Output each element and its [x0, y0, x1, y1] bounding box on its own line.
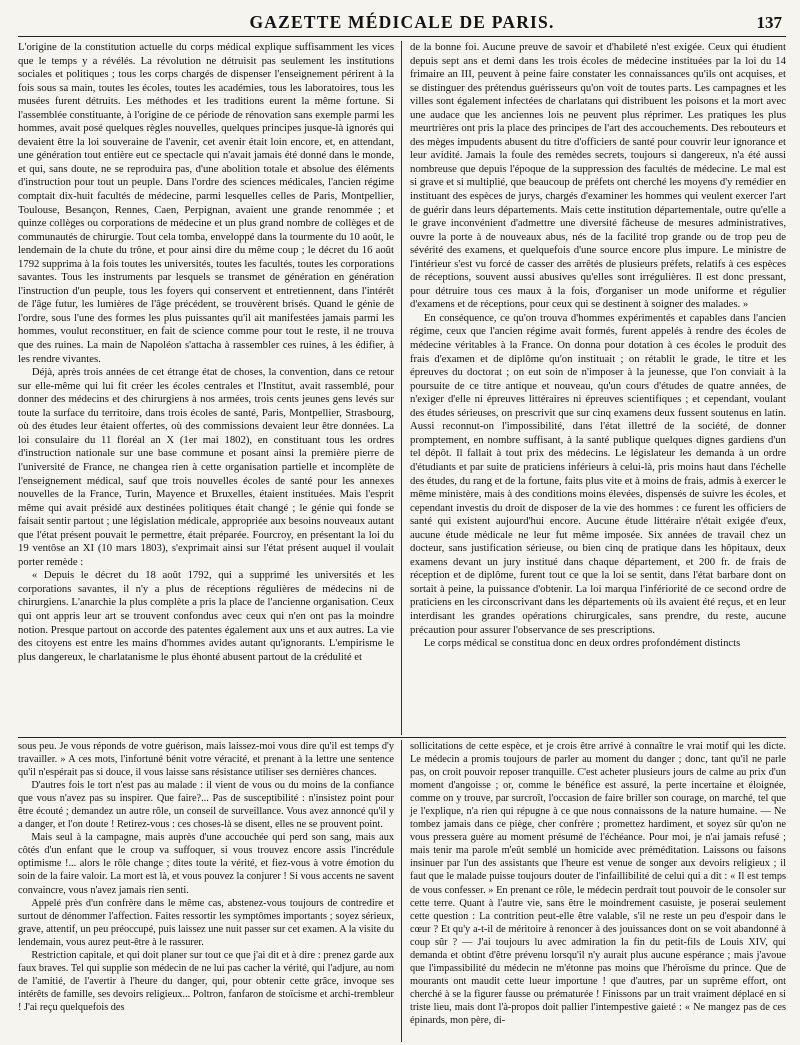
- paragraph: En conséquence, ce qu'on trouva d'hommes expérimentés et capables dans l'ancien régime, ceux que l'ancien régime avait formés, furent appelés à rendre des écoles de médecine véritables à la France. On donna pour dotation à ces écoles le produit des frais d'examen et de diplôme qu'on instituait ; on rétablit le grade, le titre et les épreuves du doctorat ; on eut soin de n'imposer à la jeunesse, que l'on conviait à la poursuite de ce titre antique et nouveau, qu'un cours d'études de quatre années, de n'exiger d'elle ni épreuves littéraires ni épreuves scientifiques ; et cependant, voulant des études sérieuses, on prescrivit que sur cinq examens deux fussent soutenus en latin. Aussi reconnut-on l'impossibilité, dans l'état illettré de la société, de donner promptement, en nombre suffisant, à la santé publique quelques dignes gardiens d'un tel dépôt. Il fallait à tout prix des médecins. Le législateur les demanda à un ordre d'étudiants et par suite de praticiens inférieurs à celui-là, pris moins haut dans l'échelle des études, du rang et de la fortune, faits plus vite et à moins de frais, admis à exercer le même ministère, mais à des conditions moins élevées, dispensés de suivre les écoles, et cependant investis du droit de disposer de la vie des hommes : ce furent les officiers de santé qui existent aujourd'hui encore. Aucune étude littéraire n'était exigée d'eux, aucune étude médicale ne leur fut même imposée. Six années de travail chez un docteur, sans justification sérieuse, ou bien cinq de pratique dans les hôpitaux, deux examens devant un jury institué dans chaque département, et 200 fr. de frais de réception et de diplôme, furent tout ce que la loi se sentit, dans l'état barbare dont on sortait à peine, la puissance d'obtenir. La loi marqua l'infériorité de ce second ordre de praticiens en les circonscrivant dans les départements où ils avaient été reçus, et en leur interdisant les grandes opérations chirurgicales, sans prendre, du reste, aucune précaution pour assurer l'observance de ses prescriptions.: [410, 311, 786, 636]
- feuilleton-right-column: [402, 740, 786, 1042]
- feuilleton-divider: [18, 737, 786, 738]
- paragraph: de la bonne foi. Aucune preuve de savoir et d'habileté n'est exigée. Ceux qui étudient depuis sept ans et demi dans les trois écoles de médecine instituées par la loi du 14 frimaire an III, peuvent à peine faire constater les connaissances qu'ils ont acquises, et se distinguer des prétendus guérisseurs qu'on voit de toutes parts. Les campagnes et les villes sont également infectées de charlatans qui distribuent les poisons et la mort avec une audace que les anciennes lois ne peuvent plus réprimer. Les pratiques les plus meurtrières ont pris la place des principes de l'art des accouchements. Des rebouteurs et des mèges impudents abusent du titre d'officiers de santé pour couvrir leur ignorance et leur avidité. Jamais la foule des remèdes secrets, toujours si dangereux, n'a été aussi nombreuse que depuis l'époque de la suppression des facultés de médecine. Le mal est si grave et si multiplié, que beaucoup de préfets ont cherché les moyens d'y remédier en instituant des espèces de jurys, chargés d'examiner les hommes qui veulent exercer l'art de guérir dans leurs départements. Mais cette institution départementale, outre qu'elle a le grave inconvénient d'admettre une diversité fâcheuse de mesures administratives, ouvre la porte à de nouveaux abus, nés de la facilité trop grande ou de trop peu de sévérité des examens, et quelquefois d'une source encore plus impure. Le ministre de l'intérieur s'est vu forcé de casser des arrêtés de plusieurs préfets, relatifs à ces espèces de réceptions, souvent aussi abusives qu'elles sont irrégulières. Il est donc pressant, pour détruire tous ces maux à la fois, d'organiser un mode uniforme et régulier d'examens et de réceptions, pour ceux qui se destinent à soigner des malades. »: [410, 41, 786, 311]
- paragraph: Appelé près d'un confrère dans le même cas, abstenez-vous toujours de contredire et surtout de dénommer l'affection. Faites ressortir les symptômes importants ; soyez sérieux, grave, attentif, un peu préoccupé, puis laissez une nuit passer sur cet examen. A la visite du lendemain, vous aurez peut-être à le rassurer.: [18, 897, 394, 948]
- main-article: [18, 41, 786, 735]
- main-article-right-column: [402, 41, 786, 735]
- quotation-paragraph: « Depuis le décret du 18 août 1792, qui a supprimé les universités et les corporations savantes, il n'y a plus de réceptions régulières de médecins ni de chirurgiens. L'anarchie la plus complète a pris la place de l'ancienne organisation. Ceux qui ont appris leur art se trouvent confondus avec ceux qui n'en ont pas la moindre notion. Presque partout on accorde des patentes également aux uns et aux autres. La vie des citoyens est entre les mains d'hommes avides autant qu'ignorants. L'empirisme le plus dangereux, le charlatanisme le plus éhonté abusent partout de la crédulité et: [18, 569, 394, 663]
- feuilleton: [18, 740, 786, 1042]
- paragraph: Restriction capitale, et qui doit planer sur tout ce que j'ai dit et à dire : prenez garde aux faux braves. Tel qui supplie son médecin de ne lui pas cacher la vérité, qui l'adjure, au nom de l'amitié, de l'avertir à l'heure du danger, qui, pour obtenir cette grâce, invoque ses intérêts de famille, ses devoirs religieux... Poltron, fanfaron de stoïcisme et archi-trembleur ! J'ai reçu quelquefois des: [18, 949, 394, 1013]
- main-article-left-column: [18, 41, 402, 735]
- paragraph: sous peu. Je vous réponds de votre guérison, mais laissez-moi vous dire qu'il est temps d'y travailler. » A ces mots, l'infortuné bénit votre véracité, et prenant à la lettre une sentence qu'il n'espérait pas si douce, il vous laisse sans résistance utiliser ses dernières chances.: [18, 741, 394, 779]
- paragraph: sollicitations de cette espèce, et je crois être arrivé à connaître le vrai motif qui les dicte. Le médecin a promis toujours de parler au moment du danger ; donc, tant qu'il ne parle pas, on croit pouvoir reposer tranquille. C'est acheter plusieurs jours de calme au prix d'un moment d'angoisse ; or, comme le bénéfice est assuré, la perte incertaine et éloignée, comme on y trouve, par surcroît, l'occasion de faire briller son courage, on marché, tel que je l'explique, n'a rien qui répugne à ce que nous connaissons de la nature humaine. — Ne tombez jamais dans ce piège, cher confrère ; promettez hardiment, et soyez sûr qu'on ne vous pressera guère au moment présumé de l'échéance. Pour moi, je n'ai jamais refusé ; mais tenir ma parole m'eût semblé un homicide avec préméditation. Laissons ou faisons insinuer par l'un des assistants que l'heure est venue de songer aux devoirs religieux ; il faut que le malade puisse toujours douter de l'infaillibilité de celui qui a dit : « Il est temps de vous confesser. » En prenant ce rôle, le médecin perdrait tout pouvoir de le consoler sur cette terre. Quant à l'autre vie, sans être le moindrement casuiste, je poserai seulement cette question : La contrition peut-elle être valable, s'il ne reste un peu d'espoir dans le cœur ? Et qu'y a-t-il de méritoire à renoncer à des jouissances dont on se voit abandonné à coup sûr ? — J'ai toujours lu avec admiration la fin du petit-fils de Louis XIV, qui demanda et obtint d'être prévenu lorsqu'il n'y aurait plus aucune espérance ; mais j'avoue que l'impassibilité du médecin ne m'étonne pas moins que l'héroïsme du prince. Que de mourants ont maudit cette lueur importune ! que d'autres, par un suprême effort, ont cherché à se la figurer fausse ou prématurée ! Finissons par un trait vraiment déplacé en si triste lieu, mais dont l'à-propos doit pallier l'intempestive gaieté : « Ne mangez pas de ces épinards, mon père, di-: [410, 741, 786, 1026]
- paragraph: Déjà, après trois années de cet étrange état de choses, la convention, dans ce retour sur elle-même qui lui fit créer les écoles centrales et l'Institut, avait rassemblé, pour donner des médecins et des chirurgiens à nos armées, trois cents jeunes gens levés sur toute la surface du territoire, dans trois écoles de santé, Paris, Montpellier, Strasbourg, où des études leur étaient offertes, où des commissions devaient leur être données. La loi consulaire du 11 floréal an X (1er mai 1802), en constituant tous les ordres d'instruction nationale sur une base commune et posant ainsi la première pierre de l'université de France, ne changea rien à cette organisation partielle et incomplète de l'enseignement médical, sauf que trois nouvelles écoles de santé pour les annexes nouvelles de la France, Turin, Mayence et Bruxelles, étaient instituées. Mais l'esprit même qui avait présidé aux destinées politiques était changé ; le génie qui fonde se faisait sentir partout ; une législation médicale, appropriée aux besoins nouveaux autant que l'état présent pouvait le permettre, était préparée. Fourcroy, en présentant la loi du 19 ventôse an XI (10 mars 1803), s'exprimait ainsi sur l'état présent auquel il voulait porter remède :: [18, 366, 394, 568]
- page-number: 137: [756, 13, 782, 32]
- journal-title: GAZETTE MÉDICALE DE PARIS.: [249, 12, 555, 32]
- paragraph: L'origine de la constitution actuelle du corps médical explique suffisamment les vices que le temps y a révélés. La révolution ne détruisit pas seulement les institutions sociales et politiques ; tous les corps chargés de dispenser l'enseignement périrent à la fois sous sa main, toutes les écoles, toutes les académies, tous les laboratoires, tous les musées furent détruits. Les méthodes et les traditions eurent la même fortune. Si l'assemblée constituante, à l'origine de ce période de rénovation sans exemple parmi les hommes, avait posé quelques règles nouvelles, quelques principes jusque-là ignorés qui devaient être la loi souveraine de l'avenir, cet avenir était loin encore, et, en attendant, une génération tout entière eut ce spectacle qui n'avait jamais été donné dans le monde, et qui, sans doute, ne se reproduira pas, d'une abolition totale et absolue des éléments d'instruction pour tout un peuple. Dans l'ordre des sciences médicales, l'ancien régime comptait dix-huit facultés de médecine, parmi lesquelles celles de Paris, Montpellier, Toulouse, Besançon, Rennes, Caen, Perpignan, avaient une grande renommée ; et quinze collèges ou corporations de médecine et un plus grand nombre de collèges et de communautés de chirurgie. Tout cela tomba, enveloppé dans la tourmente du 10 août, le lendemain de la chute du trône, et pour ainsi dire du même coup ; le décret du 16 août 1792 supprima à la fois toutes les universités, toutes les facultés, toutes les corporations savantes. Tous les instruments par lesquels se transmet de génération en génération l'instruction d'un peuple, tous les foyers qui conservent et entretiennent, dans l'intérêt de l'âge futur, les lumières de l'âge précédent, se trouvèrent brisés. Quand le génie de l'ordre, sous l'une des formes les plus puissantes qu'il ait manifestées jamais parmi les hommes, voulut reconstituer, en fait de science comme pour tout le reste, il ne trouva que des ruines. La main de Napoléon s'attacha à rassembler ces ruines, à les édifier, à les rendre vivantes.: [18, 41, 394, 365]
- feuilleton-left-column: [18, 740, 402, 1042]
- paragraph: D'autres fois le tort n'est pas au malade : il vient de vous ou du moins de la confiance que vous n'avez pas su inspirer. Que faire?... Pas de susceptibilité : n'insistez point pour être écouté ; demandez un autre rôle, un conseil de surveillance. Vous avez annoncé qu'il y a danger, et l'on doute ! Retirez-vous : ces choses-là se disent, elles ne se prouvent point.: [18, 780, 394, 831]
- paragraph: Mais seul à la campagne, mais auprès d'une accouchée qui perd son sang, mais aux côtés d'un enfant que le croup va suffoquer, si vous trouvez encore assis l'incrédule optimisme !... alors le rôle change ; dites toute la vérité, et fiez-vous à votre émotion du soin de la faire valoir. La mort est là, et vous pouvez la conjurer ! Si vous accents ne savent convaincre, vous n'avez jamais rien senti.: [18, 832, 395, 896]
- paragraph: Le corps médical se constitua donc en deux ordres profondément distincts: [423, 637, 741, 650]
- masthead: [18, 10, 786, 37]
